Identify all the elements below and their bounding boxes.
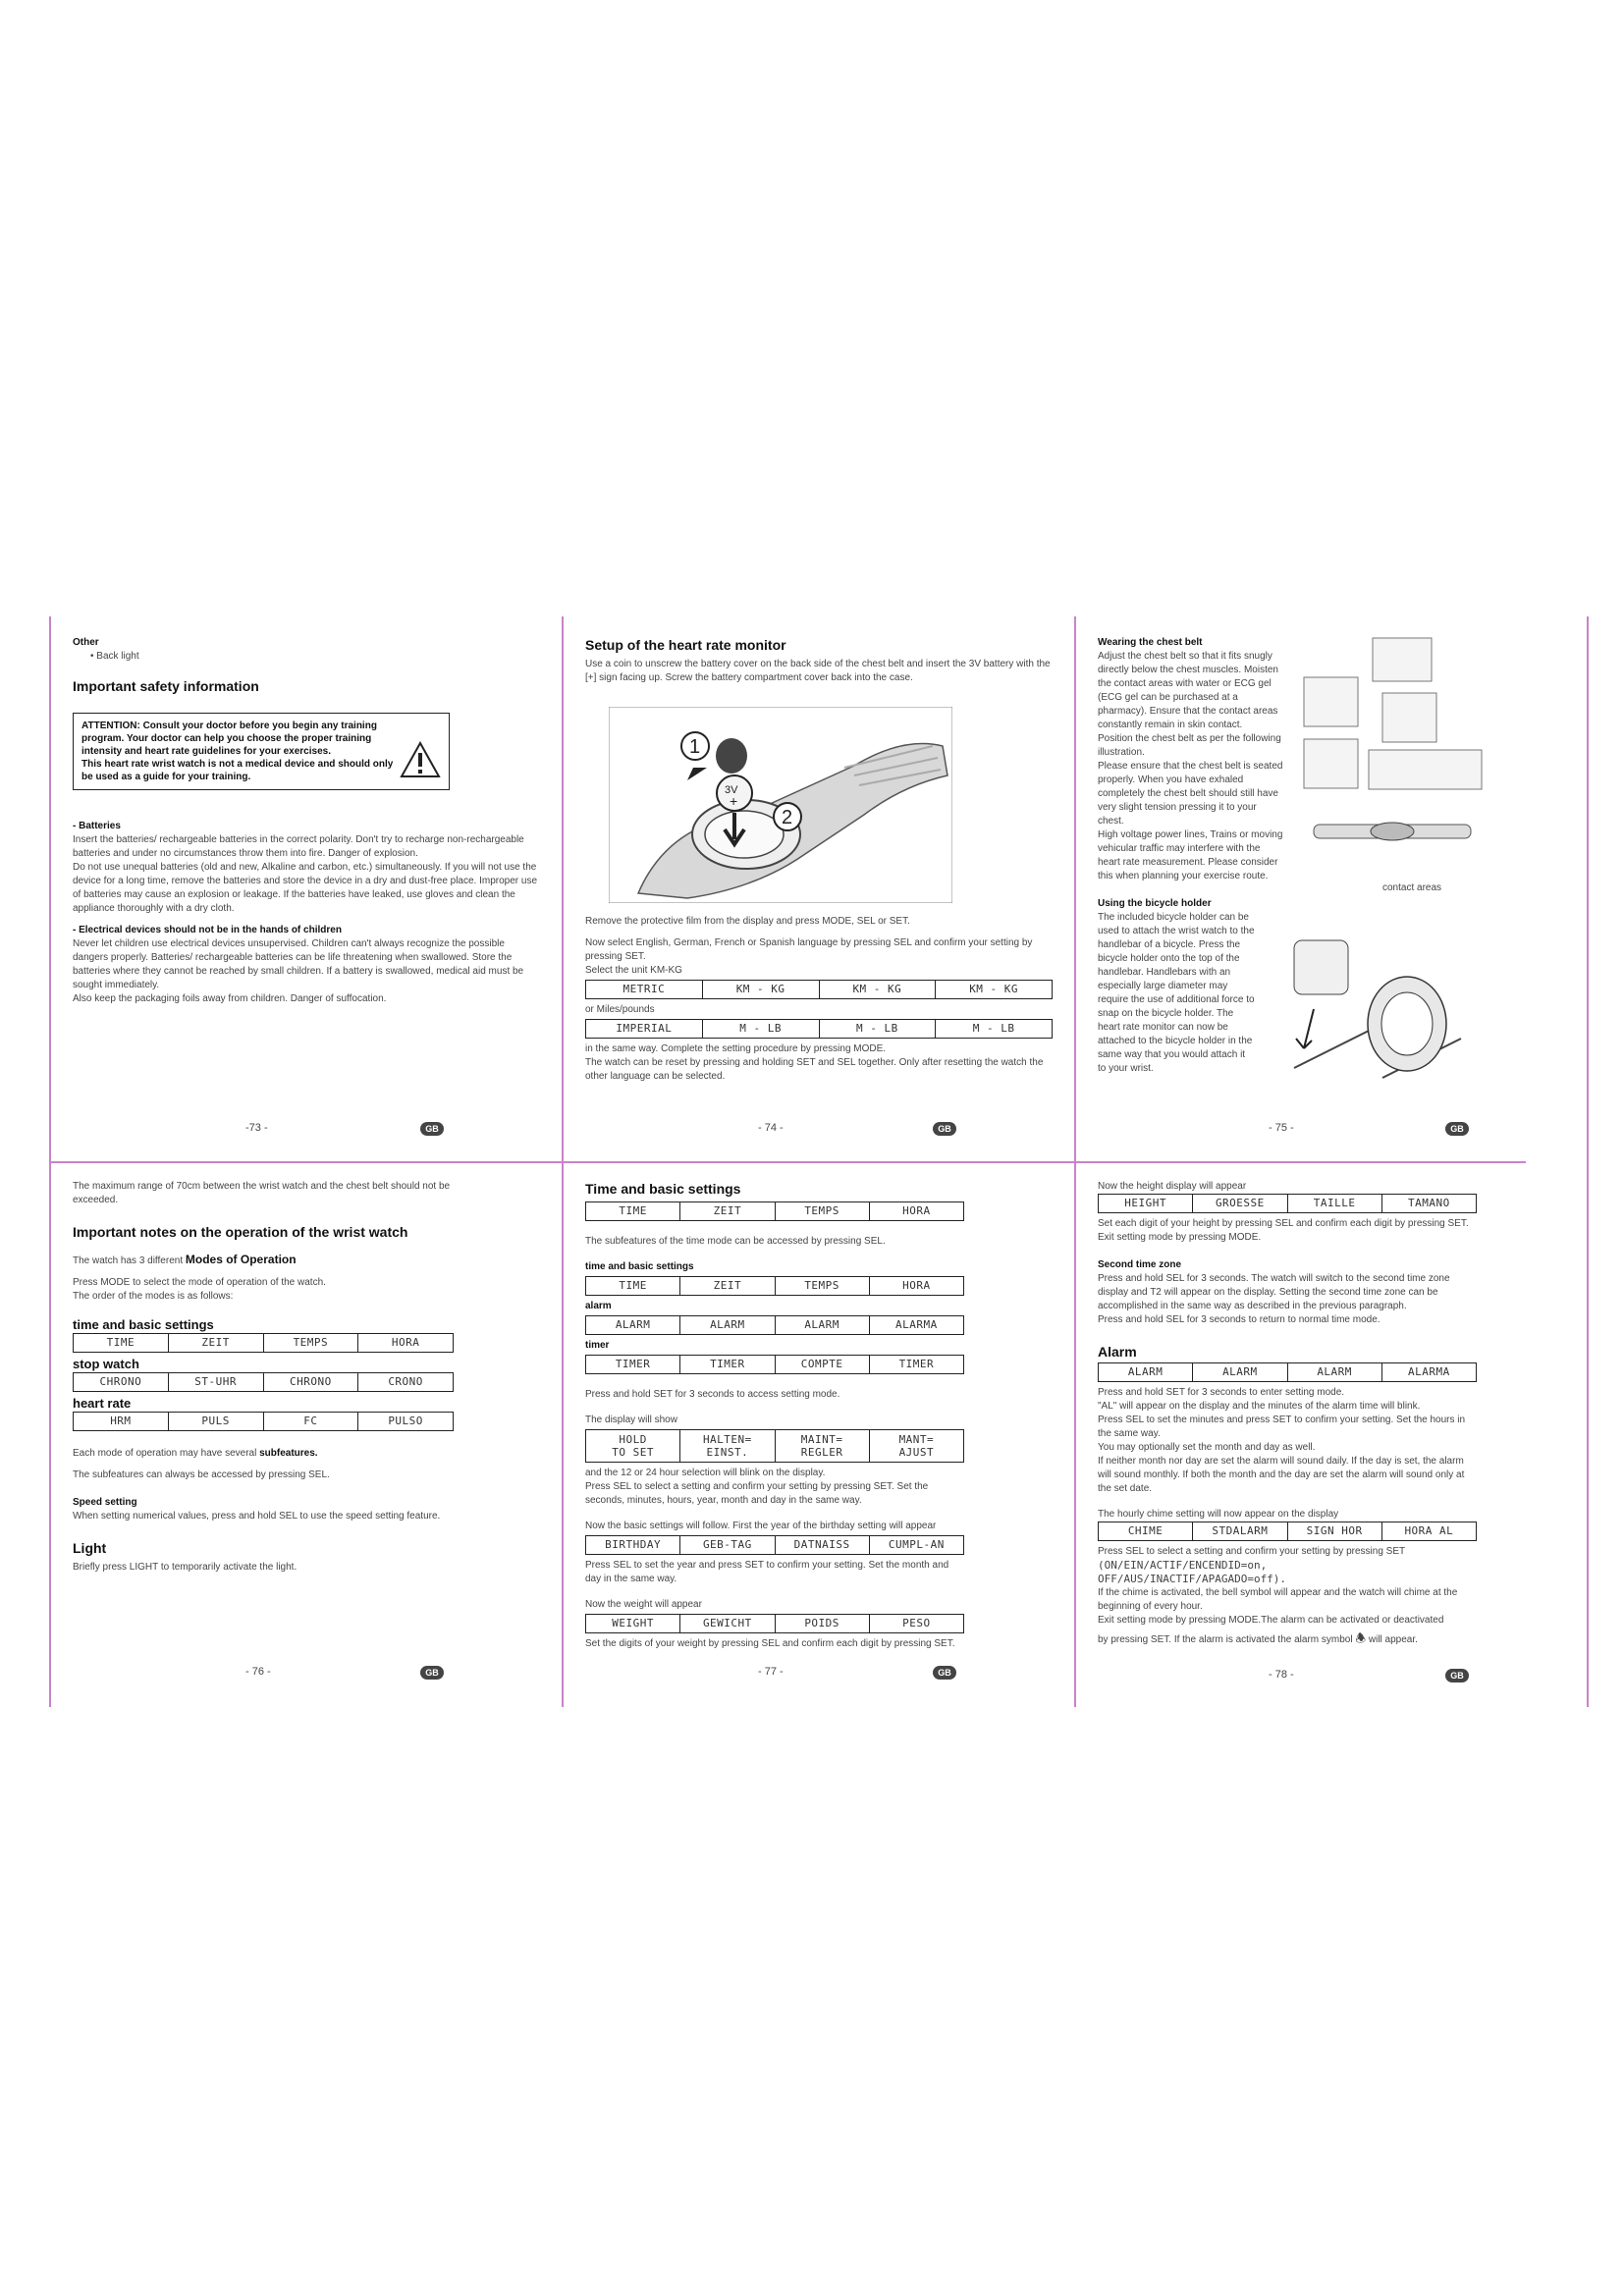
- select-unit-label: Select the unit KM-KG: [585, 965, 682, 976]
- film-text: Remove the protective film from the display and press MODE, SEL or SET.: [585, 916, 910, 927]
- chime-active-text: If the chime is activated, the bell symbol will appear and the watch will chime at the beginning of every hour.: [1098, 1587, 1458, 1612]
- lcd-weight: [585, 1614, 964, 1633]
- lcd-mode-heartrate: [73, 1412, 454, 1431]
- page-78: [1076, 1180, 1587, 1647]
- page-number-74: - 74 -: [758, 1122, 784, 1134]
- chime-text: The hourly chime setting will now appear on the display: [1098, 1509, 1339, 1520]
- speed-text: When setting numerical values, press and hold SEL to use the speed setting feature.: [73, 1511, 441, 1522]
- second-zone-text: Press and hold SEL for 3 seconds. The watch will switch to the second time zone display and T2 will appear on the display. Setting the second time zone can be accomplished in the same way as described in the previous paragraph.: [1098, 1273, 1450, 1311]
- lcd-cell: TIME: [74, 1334, 169, 1352]
- mode-label-time: time and basic settings: [73, 1317, 214, 1332]
- sel-text: Press SEL to select a setting and confirm your setting by pressing SET. Set the seconds, minutes, hours, year, month and day in the same way.: [585, 1481, 929, 1506]
- lcd-cell: SIGN HOR: [1288, 1522, 1382, 1540]
- lcd-cell: HORA: [391, 1336, 420, 1349]
- chime-on-text: (ON/EIN/ACTIF/ENCENDID=on,: [1098, 1559, 1268, 1572]
- lcd-alarm-78: [1098, 1362, 1477, 1382]
- height-text: Now the height display will appear: [1098, 1181, 1247, 1192]
- battery-plus: +: [730, 793, 738, 809]
- alarm-text-1: Press and hold SET for 3 seconds to enter setting mode.: [1098, 1387, 1345, 1398]
- lcd-time-2: [585, 1276, 964, 1296]
- alarm-bell-icon: 🕭: [1355, 1631, 1367, 1645]
- gb-badge: GB: [933, 1122, 956, 1136]
- chime-exit-text: Exit setting mode by pressing MODE.The alarm can be activated or deactivated: [1098, 1615, 1444, 1626]
- lcd-cell: STDALARM: [1193, 1522, 1287, 1540]
- alarm-text-2: "AL" will appear on the display and the minutes of the alarm time will blink.: [1098, 1401, 1421, 1412]
- lcd-alarm: [585, 1315, 964, 1335]
- hold-set-text: Press and hold SET for 3 seconds to access setting mode.: [585, 1389, 840, 1400]
- lcd-cell: ALARM: [1099, 1363, 1193, 1381]
- chime-last-line: by pressing SET. If the alarm is activated the alarm symbol 🕭 will appear.: [1098, 1631, 1418, 1645]
- other-item: • Back light: [90, 651, 139, 662]
- lcd-cell: KM - KG: [703, 981, 820, 998]
- alarm-text-4: You may optionally set the month and day as well.: [1098, 1442, 1316, 1453]
- page-75: [1076, 636, 1587, 1076]
- label-alarm: alarm: [585, 1301, 612, 1311]
- mode-label-heartrate: heart rate: [73, 1396, 132, 1411]
- step-1-label: 1: [689, 736, 701, 758]
- lcd-cell: PULS: [169, 1413, 264, 1430]
- lcd-cell: KM - KG: [969, 983, 1019, 995]
- lcd-cell: CHRONO: [74, 1373, 169, 1391]
- wearing-text: Adjust the chest belt so that it fits snugly directly below the chest muscles. Moisten the contact areas with water or ECG gel (ECG gel can be purchased at a pharmacy). Ensure that the contact areas constantly remain in skin contact.: [1098, 651, 1278, 730]
- press-mode-text: Press MODE to select the mode of operation of the watch.: [73, 1277, 326, 1288]
- alarm-text-5: If neither month nor day are set the alarm will sound daily. If the day is set, the alarm will sound monthly. If both the month and the day are set the alarm will sound only at the set date.: [1098, 1456, 1465, 1494]
- page-number-76: - 76 -: [245, 1666, 271, 1678]
- wearing-column: [1098, 636, 1284, 883]
- page-number-73: -73 -: [245, 1122, 268, 1134]
- lcd-cell: GROESSE: [1193, 1195, 1287, 1212]
- lcd-cell: TIME: [586, 1277, 680, 1295]
- lcd-cell: MAINT= REGLER: [776, 1430, 870, 1462]
- lcd-cell: POIDS: [776, 1615, 870, 1632]
- display-show-text: The display will show: [585, 1415, 677, 1425]
- light-heading: Light: [73, 1540, 107, 1556]
- lcd-cell: MANT= AJUST: [898, 1433, 935, 1459]
- page-number-77: - 77 -: [758, 1666, 784, 1678]
- lcd-cell: KM - KG: [820, 981, 937, 998]
- lcd-cell: ALARM: [1288, 1363, 1382, 1381]
- lcd-cell: FC: [264, 1413, 359, 1430]
- lcd-cell: METRIC: [586, 981, 703, 998]
- setup-intro: Use a coin to unscrew the battery cover on the back side of the chest belt and insert the 3V battery with the [+] sign facing up. Screw the battery compartment cover back into the case.: [585, 659, 1051, 683]
- label-timer: timer: [585, 1340, 610, 1351]
- birthday-text: Now the basic settings will follow. First the year of the birthday setting will appear: [585, 1521, 937, 1531]
- lcd-cell: HORA: [902, 1279, 931, 1292]
- lcd-mode-stopwatch: [73, 1372, 454, 1392]
- chest-belt-illustration: [1294, 636, 1490, 842]
- safety-title: Important safety information: [73, 678, 259, 694]
- height-digits-text: Set each digit of your height by pressing SEL and confirm each digit by pressing SET.: [1098, 1218, 1469, 1229]
- electrical-heading: - Electrical devices should not be in the hands of children: [73, 925, 342, 935]
- lcd-cell: CHRONO: [264, 1373, 359, 1391]
- lcd-cell: PESO: [902, 1617, 931, 1629]
- lcd-cell: M - LB: [820, 1020, 937, 1038]
- lcd-metric: [585, 980, 1053, 999]
- lcd-cell: COMPTE: [776, 1356, 870, 1373]
- lcd-cell: TIMER: [898, 1358, 935, 1370]
- chime-off-text: OFF/AUS/INACTIF/APAGADO=off).: [1098, 1573, 1287, 1585]
- gb-badge: GB: [1445, 1669, 1469, 1682]
- lcd-cell: ZEIT: [680, 1202, 775, 1220]
- lcd-cell: PULSO: [388, 1415, 423, 1427]
- lcd-hold: [585, 1429, 964, 1463]
- page-number-78: - 78 -: [1269, 1669, 1294, 1681]
- lcd-cell: TIMER: [680, 1356, 775, 1373]
- digits-text: Set the digits of your weight by pressing SEL and confirm each digit by pressing SET.: [585, 1638, 955, 1649]
- warning-icon: [400, 741, 441, 778]
- lcd-cell: TEMPS: [776, 1277, 870, 1295]
- step-2-label: 2: [782, 807, 793, 828]
- lcd-cell: TEMPS: [776, 1202, 870, 1220]
- gb-badge: GB: [420, 1122, 444, 1136]
- lcd-cell: HOLD TO SET: [586, 1430, 680, 1462]
- lcd-cell: HORA AL: [1404, 1524, 1454, 1537]
- ensure-text: Please ensure that the chest belt is seated properly. When you have exhaled completely the chest belt should still have very slight tension pressing it to your chest.: [1098, 761, 1283, 827]
- setup-title: Setup of the heart rate monitor: [585, 637, 786, 653]
- bicycle-holder-illustration: [1284, 931, 1471, 1107]
- holder-text: The included bicycle holder can be used to attach the wrist watch to the handlebar of a bicycle. Press the bicycle holder onto the top of the handlebar. Handlebars with an especially large diameter may require the use of additional force to snap on the bicycle holder. The heart rate monitor can now be attached to the bicycle holder in the same way that you would attach it to your wrist.: [1098, 912, 1255, 1074]
- wearing-heading: Wearing the chest belt: [1098, 637, 1203, 648]
- lcd-cell: HALTEN= EINST.: [680, 1430, 775, 1462]
- lcd-chime: [1098, 1522, 1477, 1541]
- blink-text: and the 12 or 24 hour selection will blink on the display.: [585, 1468, 826, 1478]
- lcd-cell: TIMER: [586, 1356, 680, 1373]
- lcd-time: [585, 1201, 964, 1221]
- lcd-cell: IMPERIAL: [586, 1020, 703, 1038]
- lcd-cell: ZEIT: [680, 1277, 775, 1295]
- gb-badge: GB: [933, 1666, 956, 1680]
- lcd-cell: ALARMA: [895, 1318, 938, 1331]
- lcd-cell: GEB-TAG: [680, 1536, 775, 1554]
- lcd-height: [1098, 1194, 1477, 1213]
- speed-heading: Speed setting: [73, 1497, 137, 1508]
- lcd-cell: BIRTHDAY: [586, 1536, 680, 1554]
- alarm-title: Alarm: [1098, 1344, 1137, 1360]
- subfeatures-time-text: The subfeatures of the time mode can be accessed by pressing SEL.: [585, 1236, 886, 1247]
- chime-sel-text: Press SEL to select a setting and confirm your setting by pressing SET: [1098, 1546, 1406, 1557]
- battery-label: 3V: [725, 784, 738, 796]
- lcd-cell: DATNAISS: [776, 1536, 870, 1554]
- lcd-cell: CUMPL-AN: [888, 1538, 945, 1551]
- light-text: Briefly press LIGHT to temporarily activate the light.: [73, 1562, 298, 1573]
- same-way-text: in the same way. Complete the setting procedure by pressing MODE.: [585, 1043, 887, 1054]
- order-text: The order of the modes is as follows:: [73, 1291, 234, 1302]
- language-text: Now select English, German, French or Spanish language by pressing SEL and confirm your setting by pressing SET.: [585, 937, 1033, 962]
- lcd-cell: ALARM: [776, 1316, 870, 1334]
- year-text: Press SEL to set the year and press SET to confirm your setting. Set the month and day in the same way.: [585, 1560, 949, 1584]
- exit-text: Exit setting mode by pressing MODE.: [1098, 1232, 1262, 1243]
- lcd-cell: ZEIT: [169, 1334, 264, 1352]
- batteries-text: Insert the batteries/ rechargeable batteries in the correct polarity. Don't try to recharge non-rechargeable batteries and under no circumstances throw them into fire. Danger of explosion.: [73, 834, 524, 859]
- lcd-cell: HORA: [902, 1204, 931, 1217]
- lcd-cell: WEIGHT: [586, 1615, 680, 1632]
- lcd-mode-time: [73, 1333, 454, 1353]
- lcd-cell: TAILLE: [1288, 1195, 1382, 1212]
- notes-title: Important notes on the operation of the wrist watch: [73, 1224, 408, 1240]
- holder-heading: Using the bicycle holder: [1098, 898, 1212, 909]
- mode-label-stopwatch: stop watch: [73, 1357, 139, 1371]
- page-number-75: - 75 -: [1269, 1122, 1294, 1134]
- lcd-cell: TEMPS: [264, 1334, 359, 1352]
- crop-line: [1587, 616, 1589, 1707]
- second-zone-return: Press and hold SEL for 3 seconds to return to normal time mode.: [1098, 1314, 1380, 1325]
- page-73: [51, 636, 562, 1006]
- lcd-cell: GEWICHT: [680, 1615, 775, 1632]
- subfeatures-sel: The subfeatures can always be accessed by pressing SEL.: [73, 1469, 330, 1480]
- batteries-heading: - Batteries: [73, 821, 121, 831]
- electrical-text: Never let children use electrical devices unsupervised. Children can't always recognize the possible dangers properly. Batteries/ rechargeable batteries can be life threatening when swallowed. Store the batteries where they cannot be reached by small children. If a battery is swallowed, medical aid must be sought immediately.: [73, 938, 524, 990]
- gb-badge: GB: [1445, 1122, 1469, 1136]
- or-miles-label: or Miles/pounds: [585, 1004, 655, 1015]
- lcd-cell: TAMANO: [1408, 1197, 1450, 1209]
- other-heading: Other: [73, 637, 99, 648]
- subfeatures-line: Each mode of operation may have several subfeatures.: [73, 1448, 318, 1459]
- page-77: [564, 1180, 1074, 1651]
- lcd-cell: ALARMA: [1408, 1365, 1450, 1378]
- lcd-cell: M - LB: [703, 1020, 820, 1038]
- weight-text: Now the weight will appear: [585, 1599, 702, 1610]
- lcd-timer: [585, 1355, 964, 1374]
- page-76: [51, 1180, 562, 1575]
- electrical-text-2: Also keep the packaging foils away from children. Danger of suffocation.: [73, 993, 387, 1004]
- page-74: [564, 636, 1074, 1084]
- lcd-cell: CHIME: [1099, 1522, 1193, 1540]
- reset-text: The watch can be reset by pressing and holding SET and SEL together. Only after resetting the watch the other language can be selected.: [585, 1057, 1044, 1082]
- medical-text: This heart rate wrist watch is not a medical device and should only be used as a guide for your training.: [81, 759, 394, 782]
- battery-diagram: [609, 707, 952, 903]
- position-text: Position the chest belt as per the following illustration.: [1098, 733, 1281, 758]
- fold-line: [49, 1161, 1526, 1163]
- lcd-cell: HEIGHT: [1099, 1195, 1193, 1212]
- lcd-imperial: [585, 1019, 1053, 1039]
- attention-box: [73, 713, 450, 790]
- lcd-cell: ALARM: [680, 1316, 775, 1334]
- label-time-settings: time and basic settings: [585, 1261, 694, 1272]
- contact-areas-label: contact areas: [1382, 882, 1442, 893]
- lcd-birthday: [585, 1535, 964, 1555]
- lcd-cell: ST-UHR: [169, 1373, 264, 1391]
- time-settings-title: Time and basic settings: [585, 1181, 741, 1197]
- voltage-text: High voltage power lines, Trains or moving vehicular traffic may interfere with the heart rate measurement. Please consider this when planning your exercise route.: [1098, 829, 1283, 881]
- holder-column: [1098, 911, 1255, 1076]
- lcd-cell: ALARM: [586, 1316, 680, 1334]
- lcd-cell: M - LB: [972, 1022, 1015, 1035]
- alarm-text-3: Press SEL to set the minutes and press SET to confirm your setting. Set the hours in the same way.: [1098, 1415, 1466, 1439]
- lcd-cell: ALARM: [1193, 1363, 1287, 1381]
- second-zone-heading: Second time zone: [1098, 1259, 1182, 1270]
- modes-line: The watch has 3 different Modes of Operation: [73, 1253, 297, 1266]
- range-text: The maximum range of 70cm between the wrist watch and the chest belt should not be exceeded.: [73, 1181, 451, 1205]
- batteries-text-2: Do not use unequal batteries (old and new, Alkaline and carbon, etc.) simultaneously. If you will not use the device for a long time, remove the batteries and store the device in a dry and dust-free place. Improper use of batteries may cause an explosion or leakage. If the batteries have leaked, use gloves and clean the appliance thoroughly with a dry cloth.: [73, 862, 538, 914]
- lcd-cell: TIME: [586, 1202, 680, 1220]
- lcd-cell: CRONO: [388, 1375, 423, 1388]
- attention-text: ATTENTION: Consult your doctor before you begin any training program. Your doctor can help you choose the proper training intensity and heart rate guidelines for your exercises.: [81, 721, 377, 757]
- gb-badge: GB: [420, 1666, 444, 1680]
- lcd-cell: HRM: [74, 1413, 169, 1430]
